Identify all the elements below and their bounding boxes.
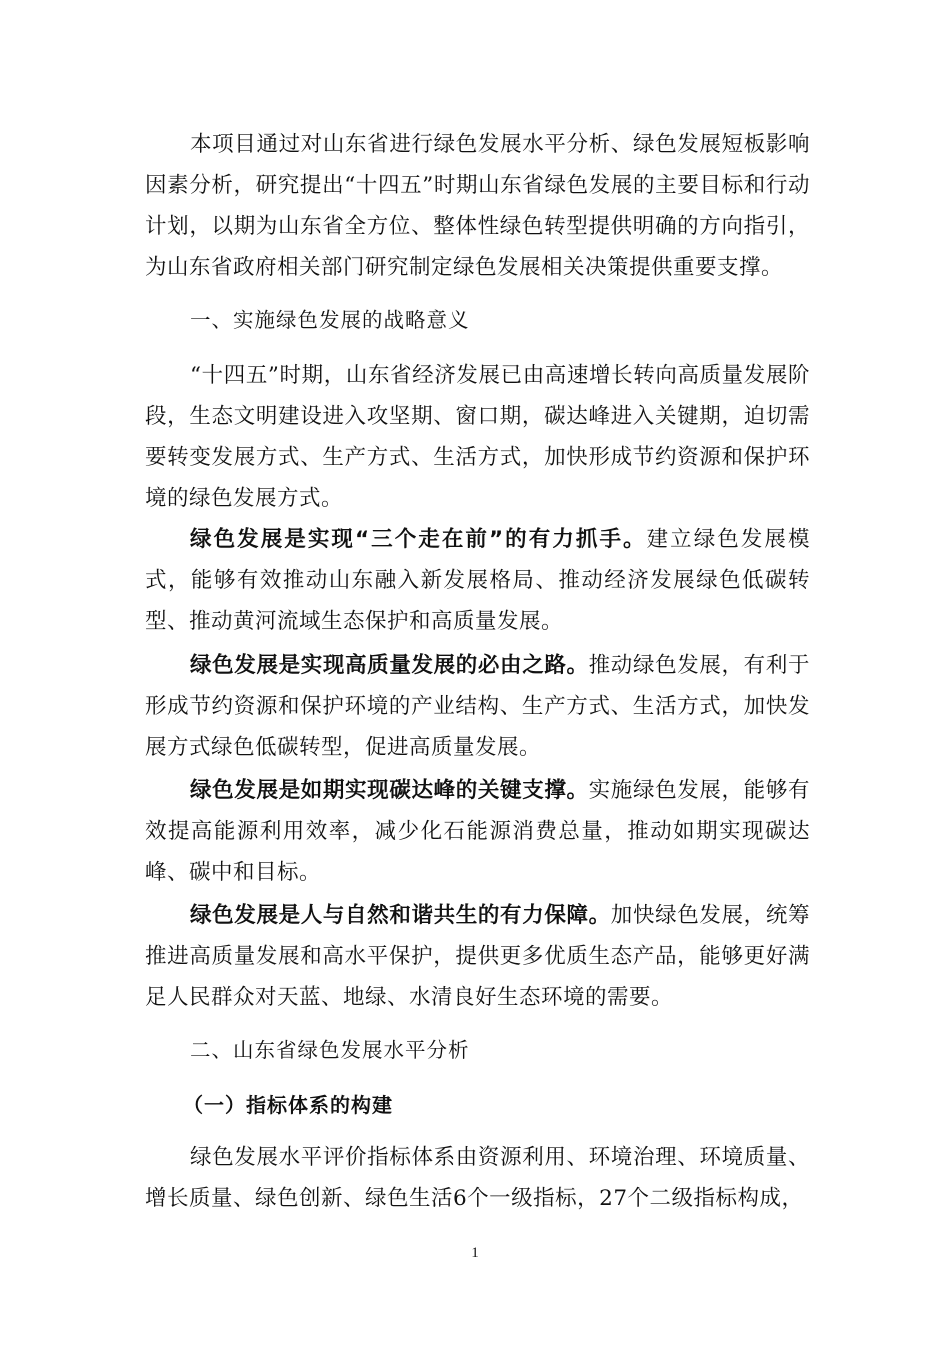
key-point-text: 实施绿色发展，能够有效提高能源利用效率，减少化石能源消费总量，推动如期实现碳达峰、碳中和目标。 — [145, 778, 810, 885]
key-point-paragraph — [145, 770, 810, 893]
key-point-lead: 绿色发展是实现“三个走在前”的有力抓手。 — [190, 527, 647, 552]
key-point-paragraph — [145, 895, 810, 1018]
section-1-heading: 一、实施绿色发展的战略意义 — [190, 308, 470, 332]
key-point-text: 加快绿色发展，统筹推进高质量发展和高水平保护，提供更多优质生态产品，能够更好满足人民群众对天蓝、地绿、水清良好生态环境的需要。 — [145, 903, 810, 1010]
key-point-lead: 绿色发展是如期实现碳达峰的关键支撑。 — [190, 778, 589, 803]
subsection-heading: （一）指标体系的构建 — [183, 1093, 393, 1117]
key-point-lead: 绿色发展是实现高质量发展的必由之路。 — [190, 653, 589, 678]
section-2-paragraph: 绿色发展水平评价指标体系由资源利用、环境治理、环境质量、增长质量、绿色创新、绿色生活6个一级指标，27个二级指标构成， — [145, 1145, 810, 1211]
section-2-heading: 二、山东省绿色发展水平分析 — [190, 1038, 470, 1062]
key-point-text: 建立绿色发展模式，能够有效推动山东融入新发展格局、推动经济发展绿色低碳转型、推动黄河流域生态保护和高质量发展。 — [145, 527, 810, 634]
key-point-paragraph — [145, 645, 810, 768]
page-number: 1 — [471, 1245, 479, 1261]
intro-paragraph: 本项目通过对山东省进行绿色发展水平分析、绿色发展短板影响因素分析，研究提出“十四五”时期山东省绿色发展的主要目标和行动计划，以期为山东省全方位、整体性绿色转型提供明确的方向指引，为山东省政府相关部门研究制定绿色发展相关决策提供重要支撑。 — [145, 132, 810, 280]
key-point-lead: 绿色发展是人与自然和谐共生的有力保障。 — [190, 903, 611, 928]
key-point-text: 推动绿色发展，有利于形成节约资源和保护环境的产业结构、生产方式、生活方式，加快发展方式绿色低碳转型，促进高质量发展。 — [145, 653, 810, 760]
key-point-paragraph — [145, 519, 810, 642]
section-1-paragraph: “十四五”时期，山东省经济发展已由高速增长转向高质量发展阶段，生态文明建设进入攻坚期、窗口期，碳达峰进入关键期，迫切需要转变发展方式、生产方式、生活方式，加快形成节约资源和保护环境的绿色发展方式。 — [145, 363, 810, 511]
